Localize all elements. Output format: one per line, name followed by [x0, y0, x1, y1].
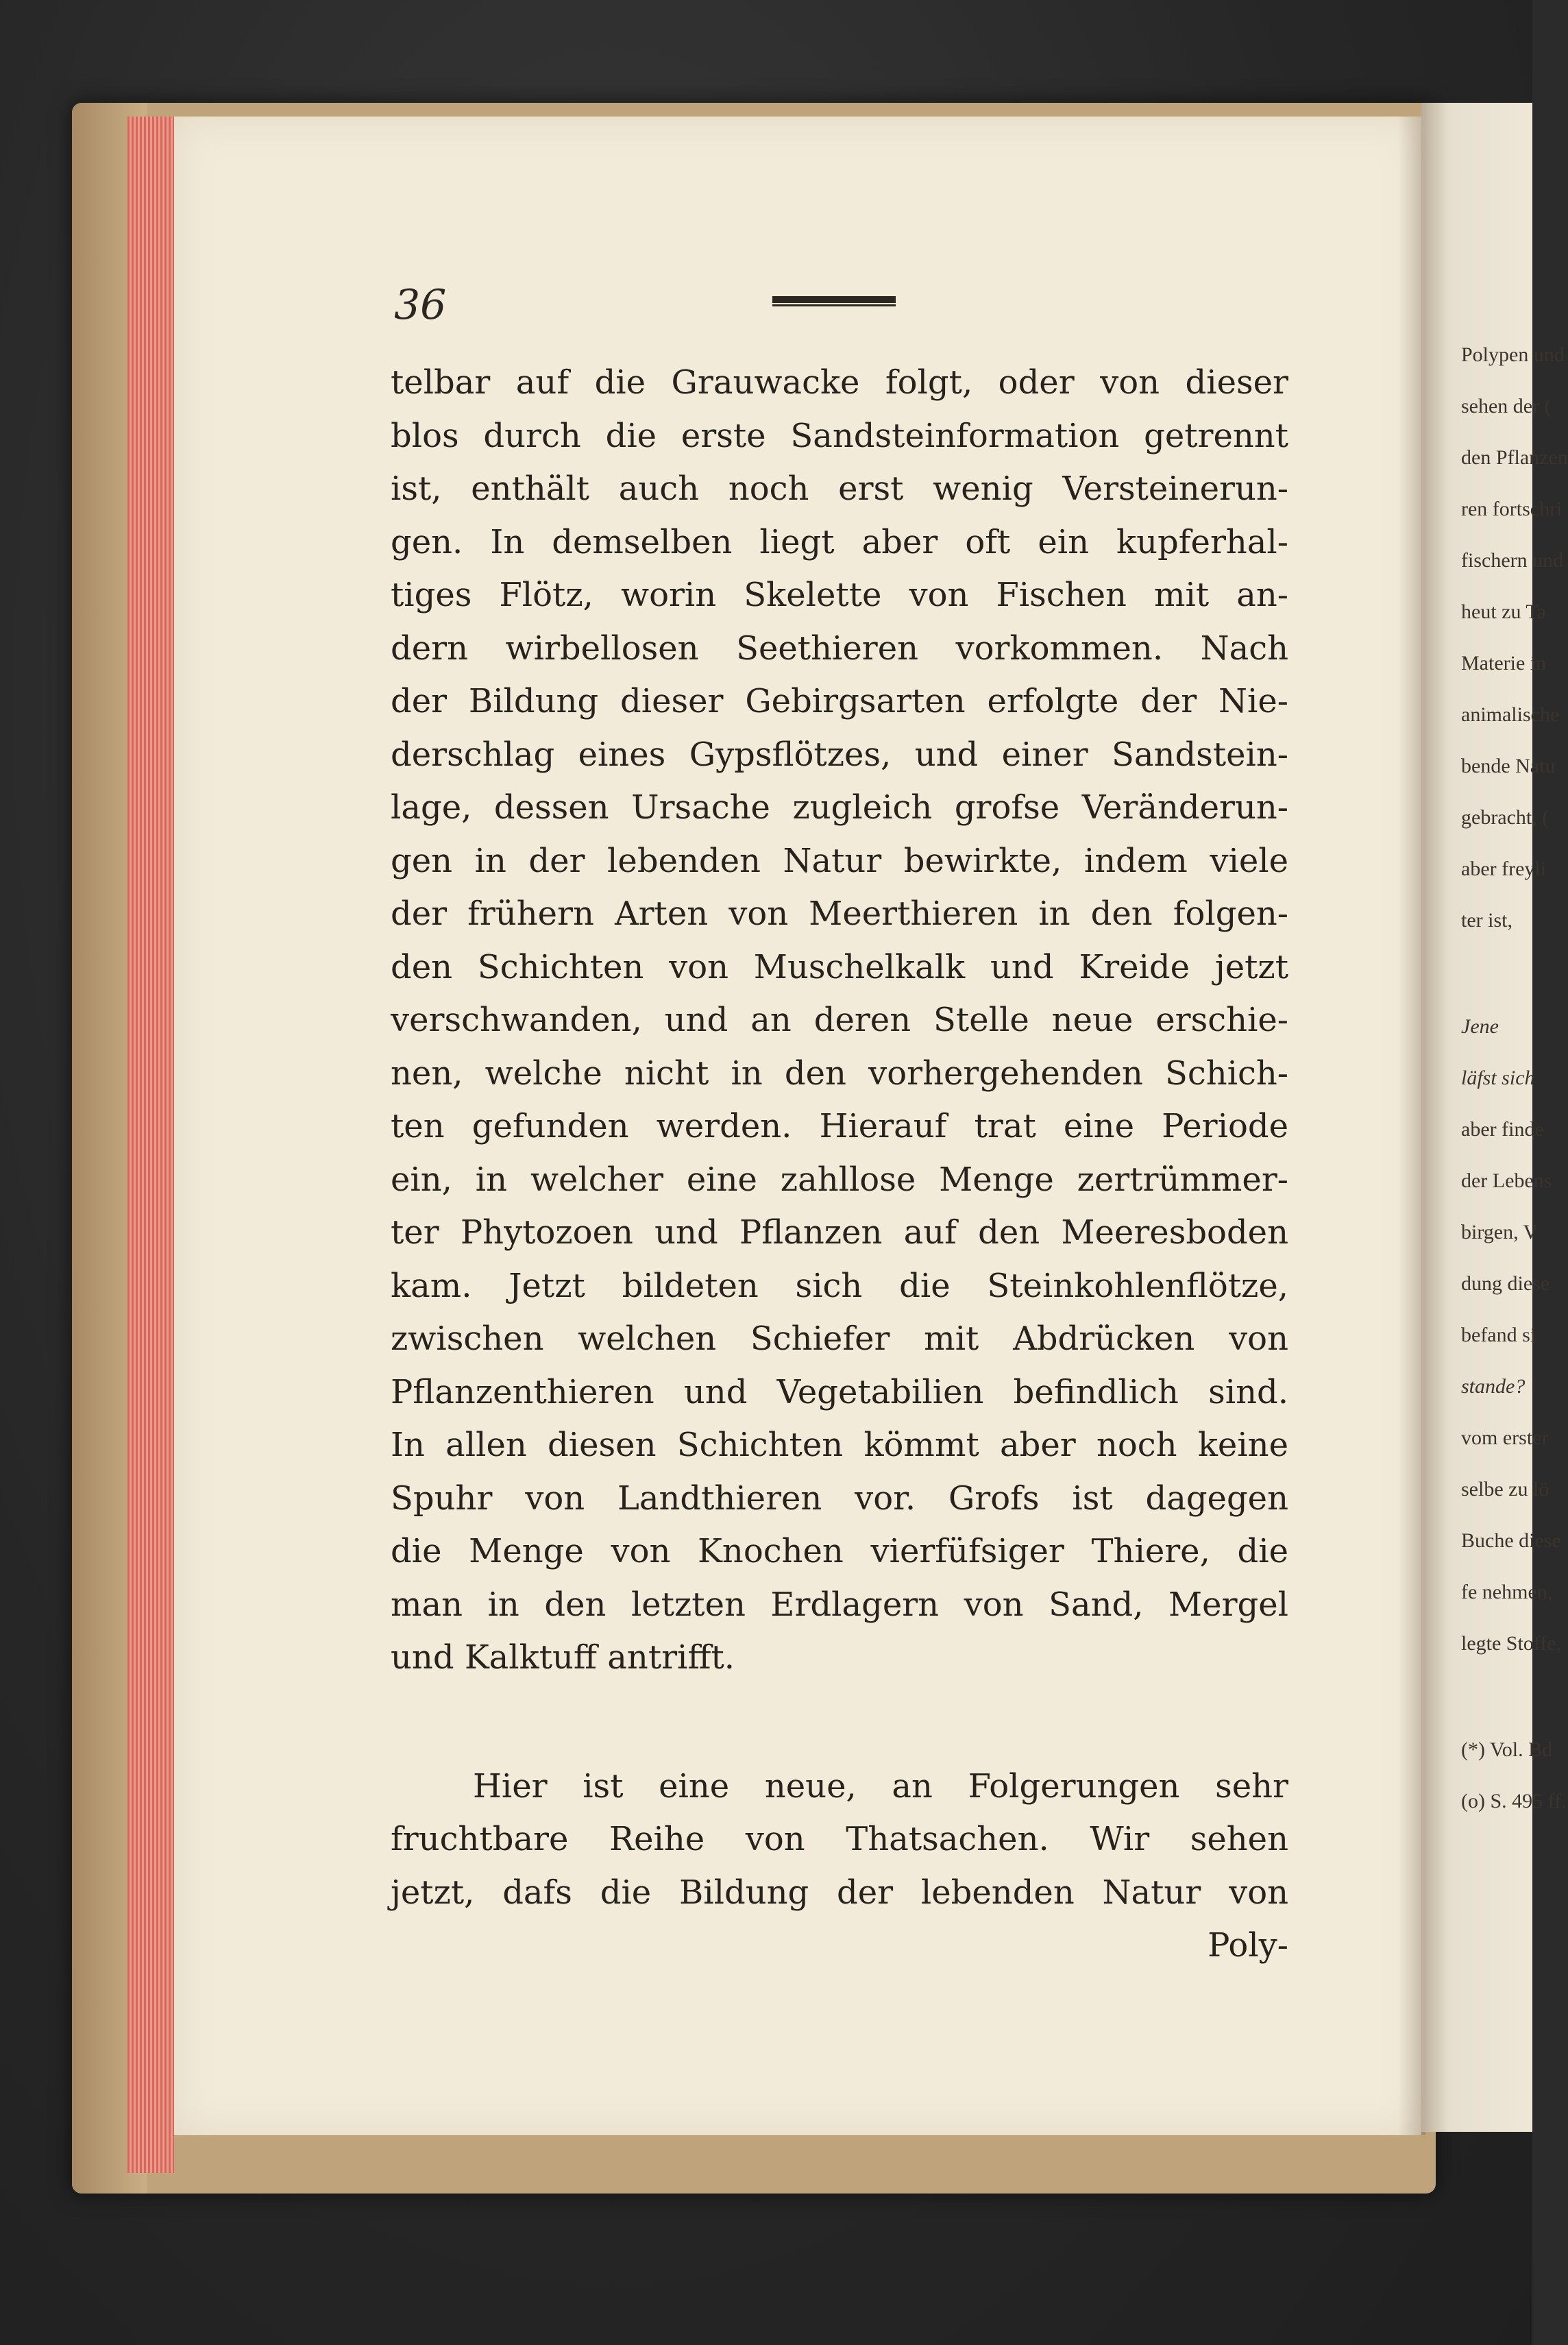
facing-line: ren fortschri	[1461, 498, 1563, 520]
text-line: ten gefunden werden. Hierauf trat eine Periode	[391, 1107, 1288, 1145]
facing-line: vom erster	[1461, 1426, 1549, 1449]
text-line: In allen diesen Schichten kömmt aber noch keine	[391, 1426, 1288, 1464]
text-line: Pflanzenthieren und Vegetabilien befindlich sind.	[391, 1372, 1288, 1411]
facing-line: legte Stoffe,	[1461, 1632, 1562, 1655]
text-line: fruchtbare Reihe von Thatsachen. Wir sehen	[391, 1820, 1288, 1858]
text-line: der Bildung dieser Gebirgsarten erfolgte der Nie-	[391, 682, 1288, 720]
facing-line: sehen der (	[1461, 395, 1552, 417]
text-line: den Schichten von Muschelkalk und Kreide jetzt	[391, 947, 1288, 986]
facing-line: ter ist,	[1461, 909, 1512, 932]
text-line: derschlag eines Gypsflötzes, und einer Sandstein-	[391, 735, 1288, 774]
text-line: telbar auf die Grauwacke folgt, oder von dieser	[391, 363, 1288, 402]
text-line: verschwanden, und an deren Stelle neue erschie-	[391, 1001, 1288, 1039]
facing-line: Polypen und	[1461, 343, 1565, 366]
text-line: zwischen welchen Schiefer mit Abdrücken von	[391, 1320, 1288, 1358]
text-line: ist, enthält auch noch erst wenig Versteinerun-	[391, 470, 1288, 508]
text-line: gen. In demselben liegt aber oft ein kupferhal-	[391, 522, 1288, 561]
header-ornament-rule	[772, 296, 896, 303]
facing-line: animalische	[1461, 703, 1560, 726]
facing-footnote: (o) S. 495 ff.	[1461, 1790, 1567, 1812]
facing-page-text	[1461, 329, 1568, 1827]
text-line: und Kalktuff antrifft.	[391, 1638, 735, 1677]
text-line: Spuhr von Landthieren vor. Grofs ist dagegen	[391, 1479, 1288, 1518]
facing-line: heut zu Ta	[1461, 600, 1546, 623]
facing-line: aber finde	[1461, 1118, 1544, 1141]
text-line: dern wirbellosen Seethieren vorkommen. Nach	[391, 629, 1288, 668]
text-line: blos durch die erste Sandsteinformation getrennt	[391, 416, 1288, 455]
facing-line: stande?	[1461, 1375, 1526, 1398]
facing-line: bende Natu	[1461, 755, 1556, 777]
text-line: die Menge von Knochen vierfüfsiger Thiere, die	[391, 1532, 1288, 1570]
text-line: gen in der lebenden Natur bewirkte, indem viele	[391, 841, 1288, 880]
facing-line: gebracht, (	[1461, 806, 1549, 829]
text-line: der frühern Arten von Meerthieren in den folgen-	[391, 895, 1288, 933]
facing-line: aber freyli	[1461, 858, 1547, 880]
facing-line: läfst sich	[1461, 1067, 1535, 1089]
facing-line: dung diese	[1461, 1272, 1550, 1295]
text-line: lage, dessen Ursache zugleich grofse Veränderun-	[391, 788, 1288, 827]
facing-line: fe nehmen,	[1461, 1581, 1553, 1603]
facing-line: den Pflanzen	[1461, 446, 1568, 469]
facing-line: befand si	[1461, 1324, 1536, 1346]
page-number: 36	[394, 281, 447, 329]
main-text-block	[391, 356, 1288, 1973]
facing-line: der Lebens	[1461, 1169, 1552, 1192]
red-page-edges	[127, 117, 174, 2173]
catchword: Poly-	[1208, 1926, 1288, 1965]
text-line: kam. Jetzt bildeten sich die Steinkohlenflötze,	[391, 1266, 1288, 1305]
facing-line: selbe zu lö	[1461, 1478, 1549, 1500]
text-line: ein, in welcher eine zahllose Menge zertrümmer-	[391, 1160, 1288, 1199]
facing-line: Buche diese	[1461, 1529, 1561, 1552]
facing-footnote: (*) Vol. Bd	[1461, 1738, 1553, 1761]
text-line: Hier ist eine neue, an Folgerungen sehr	[473, 1766, 1288, 1806]
text-line: man in den letzten Erdlagern von Sand, Mergel	[391, 1585, 1288, 1624]
facing-line: Materie in	[1461, 652, 1547, 675]
text-line: nen, welche nicht in den vorhergehenden Schich-	[391, 1054, 1288, 1093]
paragraph-gap	[391, 1685, 1288, 1760]
text-line: ter Phytozoen und Pflanzen auf den Meeresboden	[391, 1213, 1288, 1252]
text-line: tiges Flötz, worin Skelette von Fischen mit an-	[391, 576, 1288, 614]
facing-line: birgen, V	[1461, 1221, 1539, 1243]
facing-line: fischern und	[1461, 549, 1564, 572]
text-line: jetzt, dafs die Bildung der lebenden Natur von	[391, 1873, 1288, 1912]
facing-line: Jene	[1461, 1015, 1499, 1038]
